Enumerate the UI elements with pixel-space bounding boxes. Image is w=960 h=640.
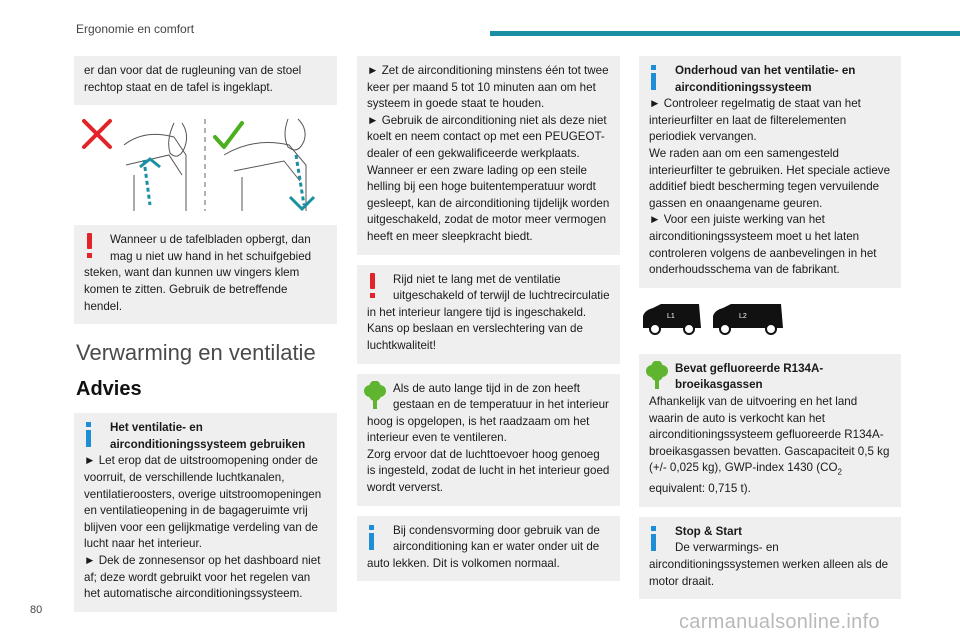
subsection-title: Advies — [76, 378, 142, 401]
warning-text: Rijd niet te lang met de ventilatie uitgeschakeld of terwijl de luchtrecirculatie in het interieur langere tijd is ingeschakeld. Kans op beslaan en verslechtering van de luchtkwaliteit! — [367, 272, 610, 352]
table-illustration — [74, 115, 337, 213]
watermark: carmanualsonline.info — [679, 611, 880, 633]
info-box-stop-start — [639, 517, 901, 599]
warning-icon — [80, 232, 104, 262]
warning-icon — [363, 272, 387, 302]
info-title: Het ventilatie- en airconditioningssysteem gebruiken — [110, 421, 306, 451]
eco-paragraph: Zorg ervoor dat de luchttoevoer hoog genoeg is ingesteld, zodat de lucht in het interieur goed wordt ververst. — [367, 447, 610, 495]
eco-box-gas — [639, 354, 901, 507]
info-paragraph: ► Voor een juiste werking van het airconditioningssysteem moet u het laten controleren volgens de aanbevelingen in het onderhoudsschema van de fabrikant. — [649, 213, 877, 277]
page-number: 80 — [30, 604, 43, 616]
info-icon — [645, 524, 669, 554]
header-accent-bar — [490, 31, 960, 36]
info-box-condensation — [357, 516, 620, 582]
note-text: er dan voor dat de rugleuning van de stoel rechtop staat en de tafel is ingeklapt. — [84, 64, 302, 94]
paragraph: ► Gebruik de airconditioning niet als deze niet koelt en neem contact op met een PEUGEOT-dealer of een gekwalificeerde werkplaats. — [367, 113, 607, 160]
right-check-icon — [215, 123, 242, 147]
info-box-usage — [74, 413, 337, 612]
info-icon — [80, 420, 104, 450]
eco-paragraph: Afhankelijk van de uitvoering en het land waarin de auto is verkocht kan het airconditioningssysteem gefluoreerde R134A-broeikasgassen bevatten. Gascapaciteit 0,5 kg (+/- 0,025 kg), GWP-index 1430 ($CO_2$ equivalent: 0,715 t). — [649, 394, 890, 496]
table-illustration-svg — [74, 115, 337, 213]
warning-text: Wanneer u de tafelbladen opbergt, dan mag u niet uw hand in het schuifgebied steken, want dan kunnen uw vingers klem komen te zitten. Gebruik de betreffende hendel. — [84, 233, 312, 313]
info-paragraph: ► Controleer regelmatig de staat van het interieurfilter en laat de filterelementen periodiek vervangen. — [649, 97, 861, 144]
van-icons — [639, 298, 789, 338]
column-2 — [357, 56, 620, 591]
paragraph: Wanneer er een zware lading op een steile helling bij een hoge buitentemperatuur wordt gesleept, kan de airconditioning tijdelijk worden uitgeschakeld, zodat de motor meer vermogen heeft en meer sleepkracht biedt. — [367, 163, 610, 243]
section-title: Verwarming en ventilatie — [76, 340, 316, 366]
van-long-icon — [713, 304, 783, 334]
info-text: Bij condensvorming door gebruik van de airconditioning kan er water onder uit de auto lekken. Dit is volkomen normaal. — [367, 523, 600, 570]
svg-text:L1: L1 — [667, 312, 675, 320]
eco-title: Bevat gefluoreerde R134A-broeikasgassen — [675, 361, 824, 392]
seat-wrong-drawing — [124, 123, 187, 211]
van-short-icon — [643, 304, 701, 334]
vehicle-icons — [639, 298, 901, 338]
header-title: Ergonomie en comfort — [76, 22, 195, 36]
text-box — [357, 56, 620, 255]
paragraph: ► Zet de airconditioning minstens één tot twee keer per maand 5 tot 10 minuten aan om het systeem in goede staat te houden. — [367, 64, 609, 111]
info-icon — [645, 63, 669, 93]
note-box — [74, 56, 337, 105]
svg-text:L2: L2 — [739, 312, 747, 320]
tree-icon — [363, 381, 387, 411]
info-title: Onderhoud van het ventilatie- en airconditioningssysteem — [675, 64, 856, 94]
info-box-maintenance — [639, 56, 901, 288]
info-paragraph: We raden aan om een samengesteld interieurfilter te gebruiken. Het speciale actieve additief biedt bescherming tegen vervuilende gassen en onaangename geuren. — [649, 146, 891, 210]
info-icon — [363, 523, 387, 553]
tree-icon — [645, 361, 669, 391]
column-1 — [74, 56, 337, 622]
warning-box — [74, 225, 337, 324]
wrong-cross-icon — [84, 121, 110, 147]
info-text: De verwarmings- en airconditioningssystemen werken alleen als de motor draait. — [649, 541, 889, 588]
info-paragraph: ► Let erop dat de uitstroomopening onder de voorruit, de verschillende luchtkanalen, ventilatieroosters, overige uitstroomopeningen en ventilatieopening in de bagageruimte vrij blijven voor een gelijkmatige verdeling van de lucht naar het interieur. — [84, 454, 322, 551]
eco-paragraph: Als de auto lange tijd in de zon heeft gestaan en de temperatuur in het interieur hoog is opgelopen, is het raadzaam om het interieur even te ventileren. — [367, 381, 609, 445]
seat-right-drawing — [224, 119, 314, 211]
info-paragraph: ► Dek de zonnesensor op het dashboard niet af; deze wordt gebruikt voor het regelen van het automatische airconditioningssysteem. — [84, 553, 321, 601]
eco-box — [357, 374, 620, 506]
info-title: Stop & Start — [675, 524, 742, 538]
warning-box — [357, 265, 620, 364]
column-3 — [639, 56, 901, 609]
